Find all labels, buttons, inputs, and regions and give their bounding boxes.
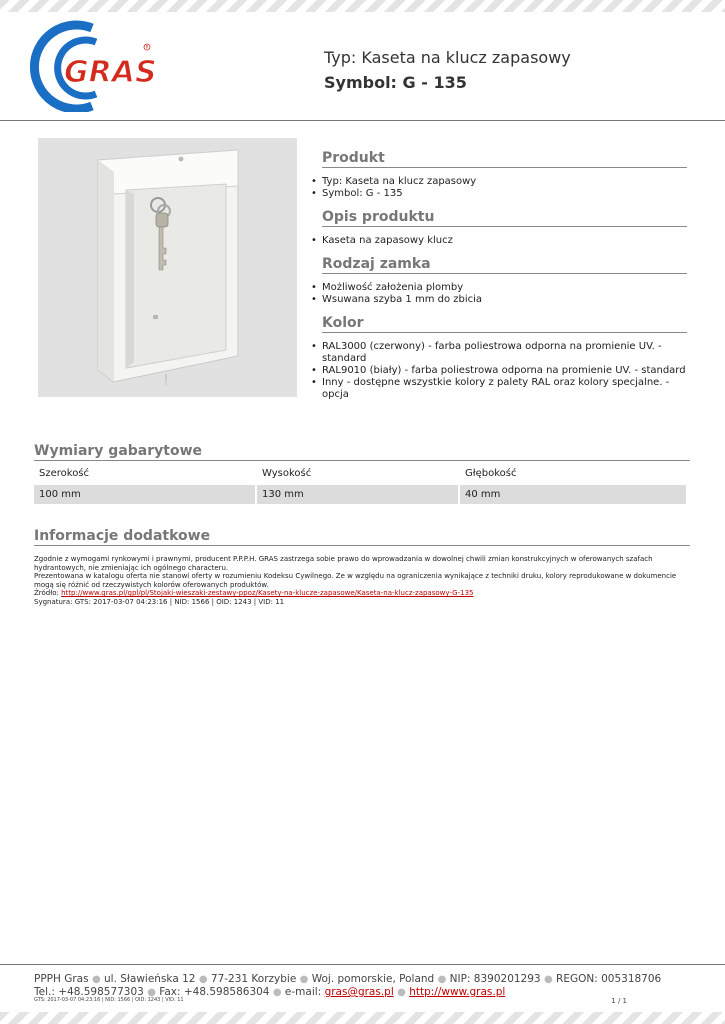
logo-text: GRAS — [64, 55, 155, 90]
table-header-row — [34, 464, 686, 483]
list-item: • Typ: Kaseta na klucz zapasowy — [322, 176, 687, 188]
info-signature: Sygnatura: GTS: 2017-03-07 04:23:16 | NID: 1566 | OID: 1243 | VID: 11 — [34, 597, 285, 606]
list-item: • Kaseta na zapasowy klucz — [322, 235, 687, 247]
footer-company: PPPH Gras — [34, 973, 89, 985]
header-type: Typ: Kaseta na klucz zapasowy — [324, 48, 571, 67]
list-item: • Wsuwana szyba 1 mm do zbicia — [322, 294, 687, 306]
page-number: 1 / 1 — [611, 997, 627, 1005]
bullet-icon: ● — [437, 974, 447, 985]
section-description-title: Opis produktu — [322, 209, 687, 227]
source-label: Źródło: — [34, 589, 62, 597]
info-source — [34, 589, 690, 598]
bullet-icon: ● — [543, 974, 553, 985]
top-stripe — [0, 0, 725, 12]
dimensions-title: Wymiary gabarytowe — [34, 443, 690, 461]
section-lock — [322, 256, 687, 306]
footer-signature: GTS: 2017-03-07 04:23:16 | NID: 1566 | OID: 1243 | VID: 11 — [34, 997, 184, 1003]
footer-street: ul. Sławieńska 12 — [104, 973, 196, 985]
value-width: 100 mm — [34, 485, 255, 504]
table-row — [34, 485, 686, 504]
section-product — [322, 150, 687, 200]
footer-city: 77-231 Korzybie — [210, 973, 297, 985]
list-item: • Inny - dostępne wszystkie kolory z palety RAL oraz kolory specjalne. - opcja — [322, 377, 687, 401]
list-item: • RAL3000 (czerwony) - farba poliestrowa odporna na promienie UV. - standard — [322, 341, 687, 365]
bullet-icon: ● — [147, 987, 156, 998]
section-color-title: Kolor — [322, 315, 687, 333]
svg-text:· · · · · · · · · · · · · · ·: · · · · · · · · · · · · · · · · · · · · · · · · · — [287, 158, 291, 205]
bullet-icon: ● — [198, 974, 208, 985]
header-width: Szerokość — [34, 464, 255, 483]
lock-list — [322, 282, 687, 306]
header-symbol: Symbol: G - 135 — [324, 73, 467, 92]
product-list — [322, 176, 687, 200]
info-paragraph-1: Zgodnie z wymogami rynkowymi i prawnymi, producent P.P.P.H. GRAS zastrzega sobie prawo do wprowadzania w dowolnej chwili zmian konstrukcyjnych w oferowanych szafach hydrantowych, nie zmieniając ich ogólnego characteru. — [34, 555, 653, 572]
footer-regon: REGON: 005318706 — [556, 973, 662, 985]
footer-email-label: e-mail: — [284, 986, 322, 998]
svg-text:R: R — [145, 44, 149, 50]
section-product-title: Produkt — [322, 150, 687, 168]
info-text — [34, 555, 690, 606]
footer-region: Woj. pomorskie, Poland — [311, 973, 435, 985]
section-lock-title: Rodzaj zamka — [322, 256, 687, 274]
section-description — [322, 209, 687, 247]
list-item: • Symbol: G - 135 — [322, 188, 687, 200]
footer-website-link[interactable]: http://www.gras.pl — [409, 986, 506, 998]
info-title: Informacje dodatkowe — [34, 528, 690, 546]
list-item: • Możliwość założenia plomby — [322, 282, 687, 294]
dimensions-table — [32, 462, 688, 506]
footer-tel: Tel.: +48.598577303 — [34, 986, 144, 998]
gras-logo — [30, 20, 155, 112]
value-depth: 40 mm — [460, 485, 686, 504]
section-color — [322, 315, 687, 401]
footer-address — [34, 973, 661, 985]
header-height: Wysokość — [257, 464, 458, 483]
product-photo — [38, 138, 297, 397]
bottom-stripe — [0, 1012, 725, 1024]
color-list — [322, 341, 687, 401]
dimensions-section — [34, 443, 690, 506]
bullet-icon: ● — [299, 974, 309, 985]
footer-divider — [0, 964, 725, 965]
header-depth: Głębokość — [460, 464, 686, 483]
info-paragraph-2: Prezentowana w katalogu oferta nie stanowi oferty w rozumieniu Kodeksu Cywilnego. Ze w względu na ograniczenia wynikające z techniki druku, kolory reprodukowane w dokumencie mogą się różnić od rzeczywistych kolorów oferowanych produktów. — [34, 572, 677, 589]
source-link[interactable]: http://www.gras.pl/gpl/pl/Stojaki-wieszaki-zestawy-ppoz/Kasety-na-klucze-zapasowe/Kaseta-na-klucz-zapasowy-G-135 — [61, 589, 474, 597]
bullet-icon: ● — [91, 974, 101, 985]
value-height: 130 mm — [257, 485, 458, 504]
header-divider — [0, 120, 725, 121]
footer-nip: NIP: 8390201293 — [449, 973, 541, 985]
list-item: • RAL9010 (biały) - farba poliestrowa odporna na promienie UV. - standard — [322, 365, 687, 377]
bullet-icon: ● — [397, 987, 406, 998]
info-section — [34, 528, 690, 606]
product-details — [322, 150, 687, 410]
footer-email-link[interactable]: gras@gras.pl — [324, 986, 394, 998]
description-list — [322, 235, 687, 247]
bullet-icon: ● — [272, 987, 282, 998]
footer-fax: Fax: +48.598586304 — [159, 986, 270, 998]
